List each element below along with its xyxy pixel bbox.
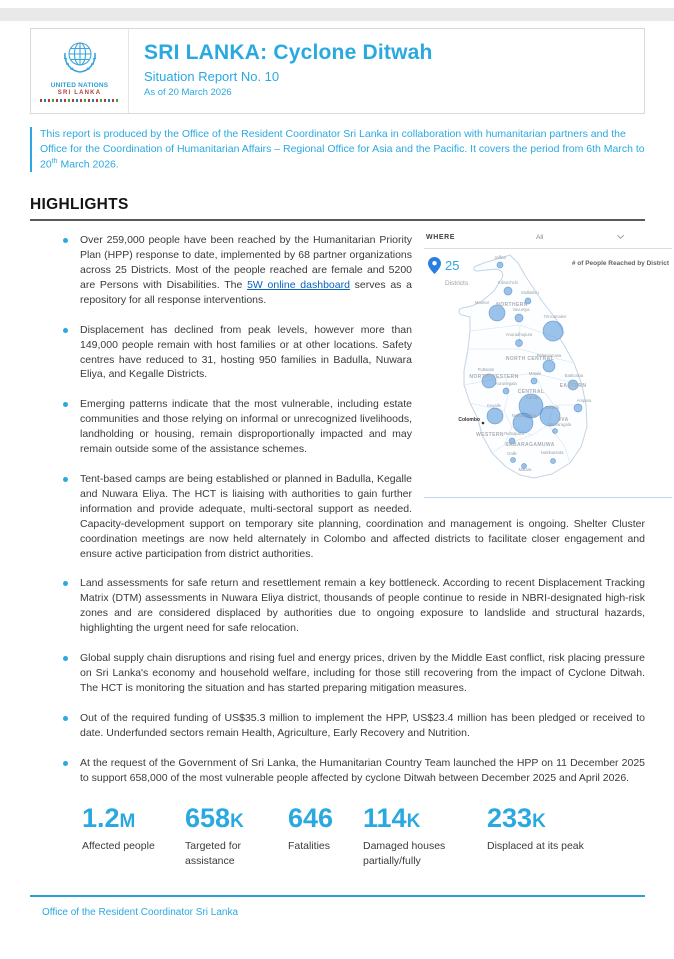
key-figure-value: 658K (185, 803, 244, 834)
report-header (30, 28, 645, 114)
district-label: Mannar (474, 300, 490, 306)
footer-text: Office of the Resident Coordinator Sri Lanka (42, 907, 239, 918)
key-figure (487, 805, 584, 867)
highlight-bullet: Over 259,000 people have been reached by the Humanitarian Priority Plan (HPP) response to date, implemented by 68 partner organizations across 25 Districts. Most of the people reached are female and 5200 are Persons with Disabilities. The 5W online dashboard serves as a repository for all response interventions. (80, 233, 645, 308)
province-label: WESTERN (476, 432, 504, 439)
5w-dashboard-link[interactable]: 5W online dashboard (247, 278, 350, 291)
district-label: Hambantota (540, 450, 564, 456)
highlights-heading: HIGHLIGHTS (30, 196, 645, 221)
district-label: Jaffna (494, 255, 506, 261)
district-reach-bubble (551, 459, 556, 464)
map-pin-icon (428, 257, 441, 279)
key-figure-value: 233K (487, 803, 546, 834)
district-label: Polonnaruwa (536, 353, 562, 359)
key-figure-label: Displaced at its peak (487, 840, 584, 853)
key-figure-label: Affected people (82, 840, 155, 853)
page-title: SRI LANKA: Cyclone Ditwah (144, 41, 433, 64)
districts-count-label: Districts (445, 280, 469, 288)
district-label: Nuwara Eliya (511, 413, 537, 419)
highlight-bullet: Out of the required funding of US$35.3 million to implement the HPP, US$23.4 million has been pledged or received to date. Underfunded sectors remain Health, Agriculture, Early Recovery and Nutrition. (80, 711, 645, 739)
highlight-bullet: Land assessments for safe return and resettlement remain a key bottleneck. According to recent Displacement Tracking Matrix (DTM) assessments in Nuwara Eliya district, thousands of people continue to reside in NBRI-designated high-risk zones and are considered displaced by authorities due to ongoing exposure to landslide and structural hazards, highlighting the urgent need for safe relocation. (80, 577, 645, 635)
district-reach-bubble (511, 458, 516, 463)
district-label: Ratnapura (504, 431, 524, 437)
district-reach-bubble (503, 388, 509, 394)
intro-paragraph: This report is produced by the Office of the Resident Coordinator Sri Lanka in collaboration with humanitarian partners and the Office for the Coordination of Humanitarian Affairs – Regional Office for Asia and the Pacific. It covers the period from 6th March to 20th March 2026. (30, 127, 645, 172)
district-label: Matale (528, 371, 542, 377)
district-label: Kandy (526, 395, 538, 401)
logo-org-name: UNITED NATIONS (50, 82, 109, 89)
highlight-bullet: Tent-based camps are being established or planned in Badulla, Kegalle and Nuwara Eliya. The HCT is liaising with authorities to gain further information and provide adequate, multi-sectoral support as needed. Capacity-development support on temporary site planning, coordination and management is ongoing. Shelter Cluster coordination meetings are now held alternately in Colombo and affected districts to facilitate closer engagement and ensure active participation from district authorities. (80, 473, 645, 560)
district-label: Trincomalee (543, 314, 567, 320)
highlight-bullet: Emerging patterns indicate that the most vulnerable, including estate communities and those relying on informal or unrecognized livelihoods, landholding or housing, remain disproportionally impacted and may remain outside some of the assistance schemes. (80, 397, 645, 457)
title-block (129, 29, 433, 113)
province-label: CENTRAL (517, 389, 545, 396)
district-filter-dropdown[interactable]: All (536, 234, 544, 242)
district-reach-bubble (515, 314, 523, 322)
key-figures-row (30, 805, 645, 867)
districts-count: 25 (445, 258, 460, 274)
key-figure-value: 114K (363, 803, 421, 834)
province-label: SABARAGAMUWA (505, 442, 555, 449)
province-label: NORTH CENTRAL (505, 356, 555, 363)
province-label: NORTH WESTERN (469, 374, 519, 381)
district-label: Galle (507, 451, 517, 457)
logo-dotted-line (40, 99, 120, 102)
key-figure-value: 1.2M (82, 803, 136, 834)
key-figure-label: Damaged houses partially/fully (363, 840, 446, 867)
district-label: Mullaitivu (521, 290, 539, 296)
district-label: Batticaloa (564, 373, 584, 379)
province-label: UVA (557, 417, 569, 424)
district-label: Anuradhapura (505, 332, 533, 338)
un-emblem-icon (59, 39, 101, 80)
district-label: Ampara (576, 398, 592, 404)
where-label: WHERE (426, 234, 456, 242)
province-label: EASTERN (559, 383, 587, 390)
highlight-bullet: Displacement has declined from peak levels, however more than 149,000 people remain with host families or at other locations. Safety centres have reduced to 31, hosting 950 families in Badulla, Nuwara Eliya, and Kegalle Districts. (80, 323, 645, 383)
district-label: Monaragala (548, 422, 572, 428)
key-figure (185, 805, 288, 867)
key-figure-value: 646 (288, 803, 334, 834)
key-figure-label: Fatalities (288, 840, 331, 853)
map-legend: # of People Reached by District (571, 260, 669, 268)
logo-country-name: SRI LANKA (57, 90, 102, 96)
key-figure (82, 805, 185, 867)
report-date: As of 20 March 2026 (144, 87, 232, 98)
key-figure-label: Targeted for assistance (185, 840, 242, 867)
district-label: Kegalle (487, 403, 501, 409)
district-label: Matara (518, 467, 532, 473)
highlight-bullet: Global supply chain disruptions and rising fuel and energy prices, driven by the Middle East conflict, risk placing pressure on Sri Lanka's economy and household welfare, including for those still recovering from the impact of Cyclone Ditwah. The HCT is monitoring the situation and has started preparing mitigation measures. (80, 652, 645, 694)
report-number: Situation Report No. 10 (144, 69, 280, 84)
colombo-label: Colombo (458, 417, 480, 424)
highlight-bullet: At the request of the Government of Sri Lanka, the Humanitarian Country Team launched the HPP on 11 December 2025 to support 658,000 of the most vulnerable people affected by cyclone Ditwah between December 2025 and April 2026. (80, 756, 645, 784)
key-figure (288, 805, 363, 867)
un-logo-block (31, 29, 129, 113)
district-label: Puttalam (477, 367, 495, 373)
districts-count-block (428, 257, 468, 287)
key-figure (363, 805, 487, 867)
district-label: Kilinochchi (497, 280, 519, 286)
province-label: NORTHERN (496, 302, 528, 309)
district-label: Vavuniya (512, 307, 530, 313)
district-label: Kurunegala (495, 381, 517, 387)
district-label: Badulla (545, 405, 559, 411)
report-footer (30, 895, 645, 918)
